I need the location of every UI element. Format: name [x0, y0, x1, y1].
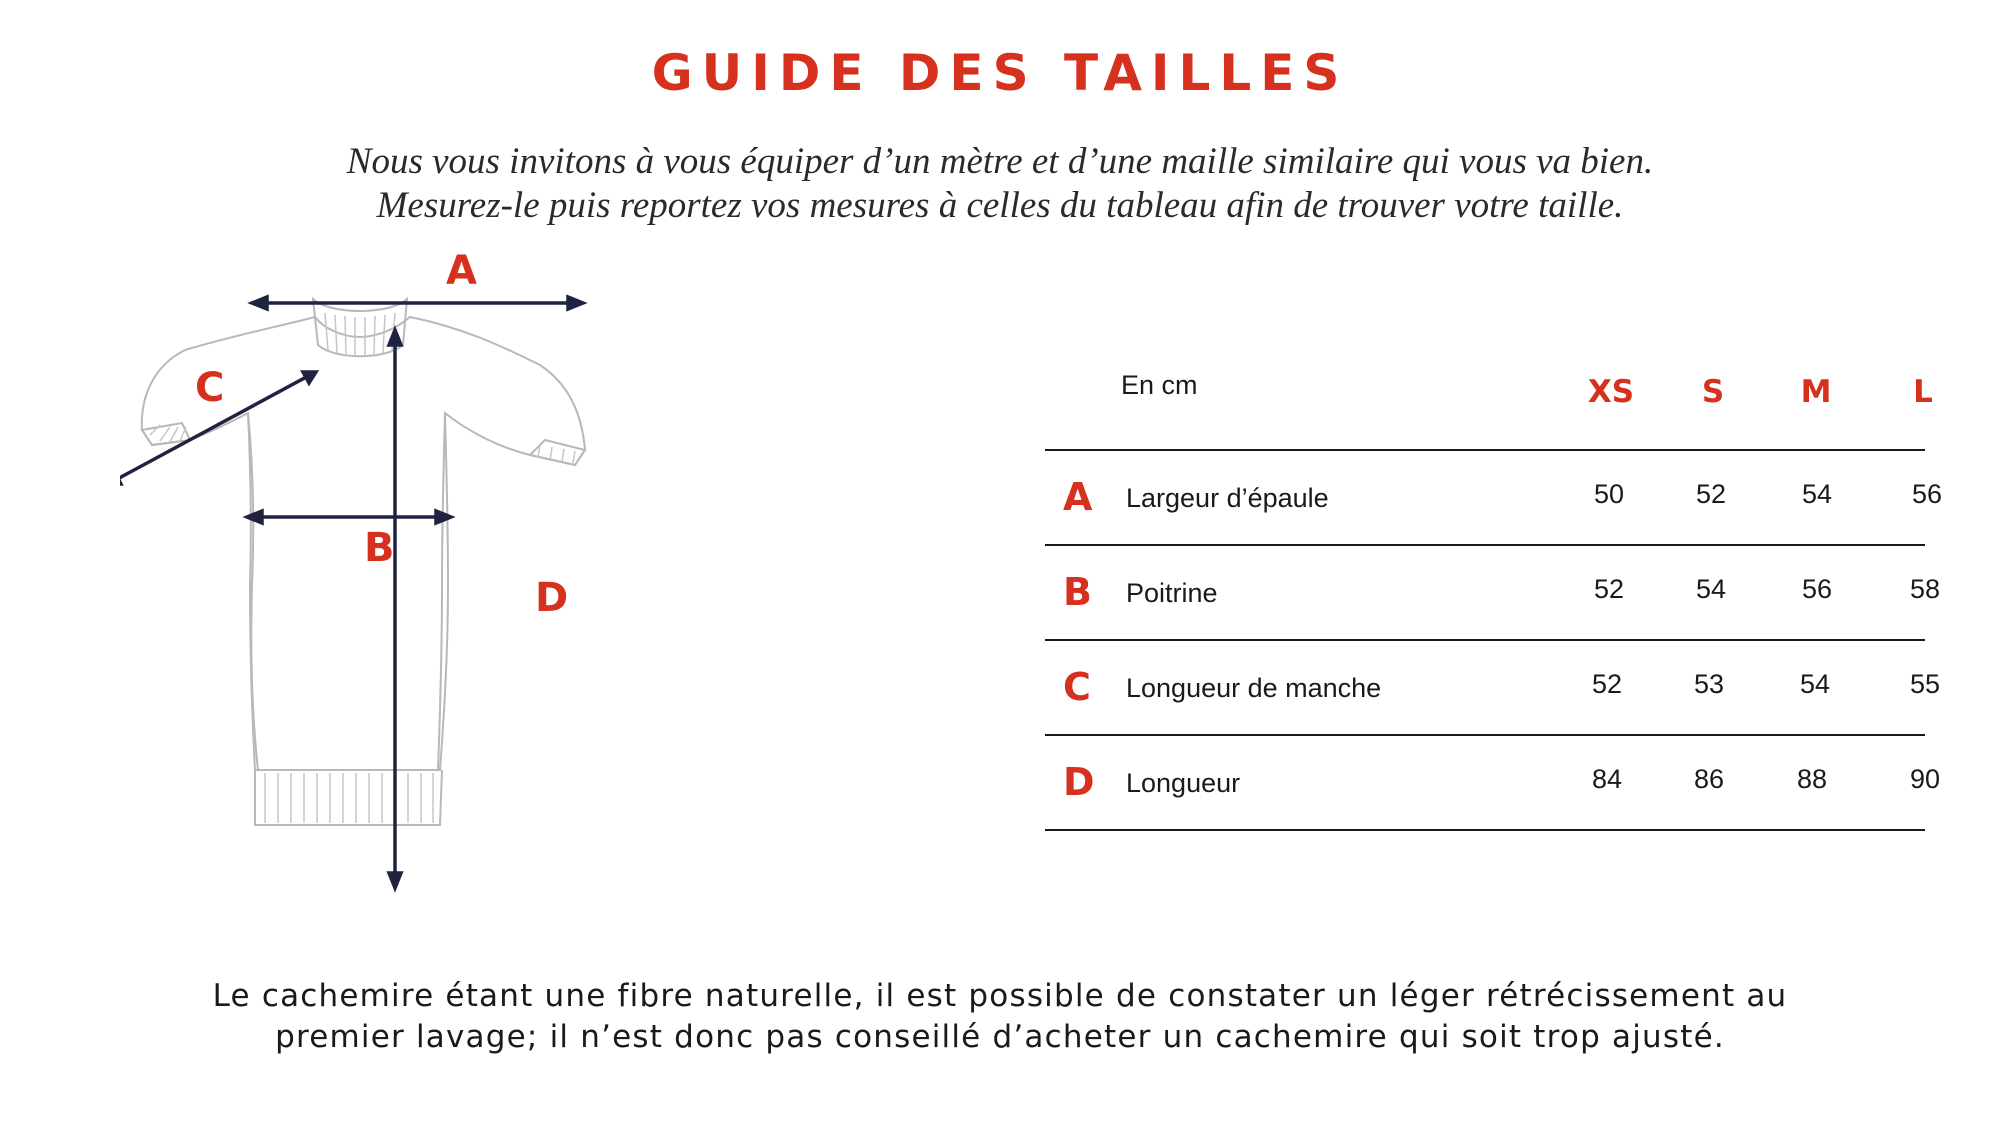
value-s: 54	[1695, 574, 1727, 604]
row-label: Largeur d’épaule	[1126, 483, 1329, 513]
care-note-line-1: Le cachemire étant une fibre naturelle, il est possible de constater un léger rétrécissement au	[212, 978, 1788, 1014]
value-l: 90	[1909, 764, 1941, 794]
row-letter: B	[1063, 570, 1092, 614]
value-l: 56	[1911, 479, 1943, 509]
row-letter: D	[1063, 760, 1095, 804]
value-m: 56	[1801, 574, 1833, 604]
value-xs: 52	[1591, 669, 1623, 699]
value-l: 58	[1909, 574, 1941, 604]
size-header-xs: XS	[1587, 374, 1635, 410]
value-m: 54	[1801, 479, 1833, 509]
diagram-label-d: D	[535, 575, 569, 621]
size-table	[1045, 360, 1943, 831]
table-row	[1045, 451, 1943, 546]
diagram-label-a: A	[446, 248, 477, 294]
unit-label: En cm	[1121, 370, 1198, 400]
sweater-illustration	[120, 255, 800, 895]
value-xs: 50	[1593, 479, 1625, 509]
row-label: Poitrine	[1126, 578, 1218, 608]
table-row	[1045, 736, 1941, 831]
page-title: GUIDE DES TAILLES	[651, 44, 1349, 102]
table-row	[1045, 641, 1941, 736]
table-header	[1045, 360, 1933, 451]
row-label: Longueur	[1126, 768, 1241, 798]
value-xs: 84	[1591, 764, 1623, 794]
value-s: 86	[1693, 764, 1725, 794]
sweater-diagram	[120, 248, 800, 895]
value-l: 55	[1909, 669, 1941, 699]
diagram-label-b: B	[364, 525, 395, 571]
size-header-l: L	[1913, 374, 1933, 410]
value-m: 54	[1799, 669, 1831, 699]
intro-text	[0, 140, 2000, 228]
intro-line-2: Mesurez-le puis reportez vos mesures à celles du tableau afin de trouver votre taille.	[376, 185, 1624, 226]
row-letter: C	[1063, 665, 1091, 709]
row-label: Longueur de manche	[1126, 673, 1382, 703]
table-row	[1045, 546, 1941, 641]
measurement-arrows	[120, 297, 583, 888]
diagram-label-c: C	[195, 365, 225, 411]
care-note	[0, 976, 2000, 1058]
size-header-m: M	[1800, 374, 1832, 410]
size-header-s: S	[1701, 374, 1725, 410]
value-s: 53	[1693, 669, 1725, 699]
intro-line-1: Nous vous invitons à vous équiper d’un mètre et d’une maille similaire qui vous va bien.	[346, 141, 1654, 182]
value-m: 88	[1796, 764, 1828, 794]
row-letter: A	[1063, 475, 1093, 519]
care-note-line-2: premier lavage; il n’est donc pas conseillé d’acheter un cachemire qui soit trop ajusté.	[275, 1019, 1725, 1055]
value-xs: 52	[1593, 574, 1625, 604]
value-s: 52	[1695, 479, 1727, 509]
